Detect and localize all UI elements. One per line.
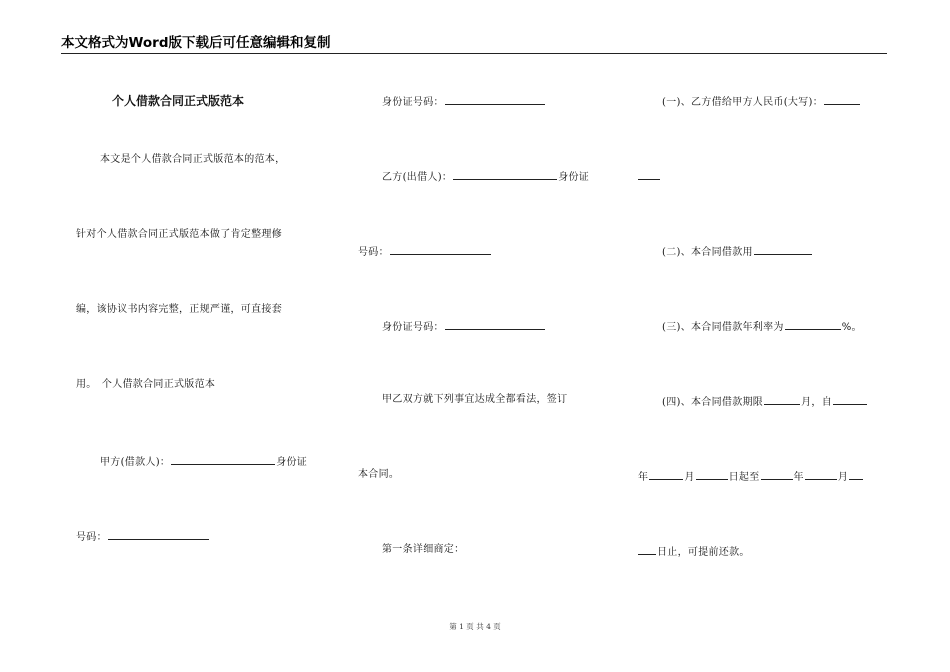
loan-amount-blank-2 [638,168,660,180]
party-a-id-label: 身份证 [276,457,308,468]
end-month-blank [805,468,837,480]
item-3-line [662,318,862,335]
id-number-label: 号码： [358,247,389,258]
party-b-label: 乙方(出借人)： [382,172,453,183]
column-1 [76,0,321,672]
party-b-id-blank [390,243,491,255]
item-1-text: (一)、乙方借给甲方人民币(大写)： [662,97,824,108]
agreement-line-1: 甲乙双方就下列事宜达成全都看法，签订 [382,394,568,405]
start-year-blank [833,393,867,405]
loan-amount-blank [824,93,860,105]
document-header: 本文格式为Word版下载后可任意编辑和复制 [61,35,331,51]
item-1-line [662,93,861,110]
month-label: 月 [684,472,695,483]
id-number-blank [445,93,545,105]
item-4-mid-text: 月，自 [801,397,833,408]
column-2 [358,0,603,672]
party-a-id-number-line [382,93,546,110]
end-day-blank [849,468,863,480]
percent-suffix: %。 [841,322,862,333]
party-a-name-blank [171,453,275,465]
id-number-label: 身份证号码： [382,97,444,108]
end-date-line [638,543,750,560]
end-day-blank-2 [638,543,656,555]
party-a-line [100,453,307,470]
column-3 [638,0,888,672]
intro-line-2: 针对个人借款合同正式版范本做了肯定整理修 [76,229,282,240]
intro-line-3: 编，该协议书内容完整，正规严谨，可直接套 [76,304,282,315]
end-date-text: 日止，可提前还款。 [657,547,750,558]
id-number-line-2 [382,318,546,335]
start-month-blank [649,468,683,480]
party-a-label: 甲方(借款人)： [100,457,171,468]
id-number-label: 身份证号码： [382,322,444,333]
party-a-id-line [76,528,210,545]
month-label-2: 月 [837,472,849,483]
article-1-heading: 第一条详细商定： [382,544,465,555]
document-title: 个人借款合同正式版范本 [112,94,245,108]
term-months-blank [764,393,800,405]
party-b-line [382,168,589,185]
party-b-name-blank [453,168,557,180]
end-year-blank [761,468,793,480]
item-2-line [662,243,813,260]
loan-purpose-blank [754,243,812,255]
item-4-text: (四)、本合同借款期限 [662,397,764,408]
day-from-label: 日起至 [728,472,760,483]
party-b-id-line [358,243,492,260]
intro-line-1: 本文是个人借款合同正式版范本的范本， [100,154,286,165]
year-label: 年 [638,472,649,483]
loan-amount-continuation [638,168,661,185]
item-4-line [662,393,868,410]
id-number-blank-2 [445,318,545,330]
item-2-text: (二)、本合同借款用 [662,247,753,258]
id-number-label: 号码： [76,532,107,543]
start-day-blank [696,468,728,480]
party-a-id-blank [108,528,209,540]
party-b-id-label: 身份证 [558,172,590,183]
date-range-line [638,468,864,485]
intro-line-4: 用。 个人借款合同正式版范本 [76,379,216,390]
item-3-text: (三)、本合同借款年利率为 [662,322,784,333]
year-label-2: 年 [793,472,804,483]
interest-rate-blank [785,318,841,330]
page-number: 第 1 页 共 4 页 [449,622,501,631]
agreement-line-2: 本合同。 [358,469,400,480]
